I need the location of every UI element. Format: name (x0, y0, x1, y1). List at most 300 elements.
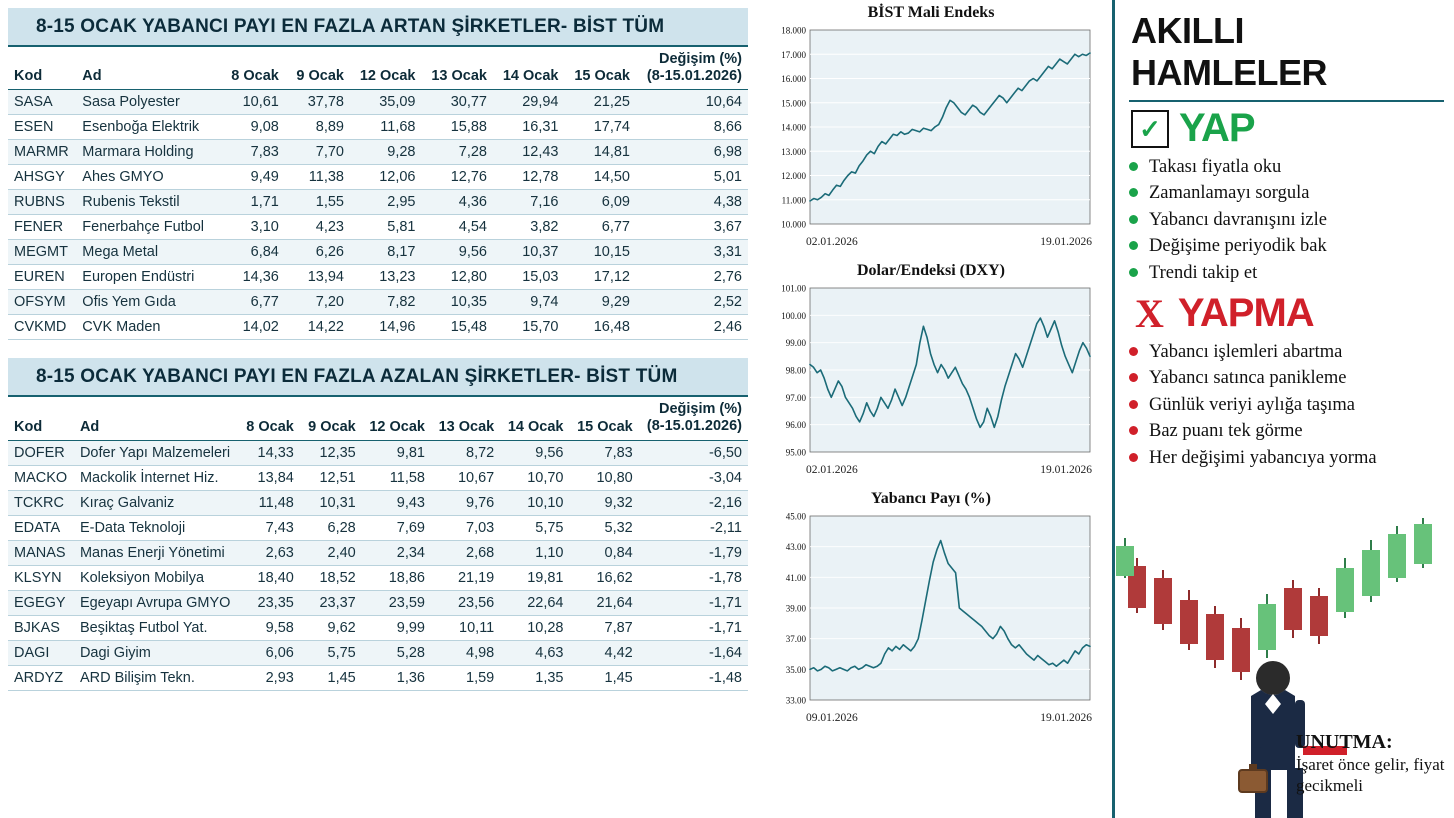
list-item: Değişime periyodik bak (1129, 234, 1444, 258)
th-d2: 9 Ocak (285, 47, 350, 90)
cell-kod: BJKAS (8, 615, 74, 640)
list-item: Yabancı davranışını izle (1129, 208, 1444, 232)
chart-x-axis-labels (766, 710, 1096, 724)
cell-value: 16,48 (565, 315, 637, 340)
cell-value: 13,84 (238, 465, 300, 490)
cell-change: -1,79 (639, 540, 748, 565)
cell-value: 11,58 (362, 465, 431, 490)
chart-x-end: 19.01.2026 (1040, 236, 1092, 248)
cell-value: 13,23 (350, 265, 422, 290)
svg-text:97.00: 97.00 (785, 392, 806, 403)
cell-kod: CVKMD (8, 315, 76, 340)
cell-value: 23,59 (362, 590, 431, 615)
cell-kod: ESEN (8, 115, 76, 140)
cell-value: 30,77 (422, 90, 494, 115)
th-kod: Kod (8, 47, 76, 90)
table-row (8, 240, 748, 265)
cell-value: 15,03 (493, 265, 565, 290)
candle-bodies-red (1128, 566, 1328, 672)
cell-kod: RUBNS (8, 190, 76, 215)
cell-kod: ARDYZ (8, 665, 74, 690)
list-item: Her değişimi yabancıya yorma (1129, 446, 1444, 470)
cell-value: 7,28 (422, 140, 494, 165)
svg-text:33.00: 33.00 (785, 695, 806, 706)
cell-value: 9,76 (431, 490, 500, 515)
svg-text:15.000: 15.000 (781, 98, 806, 109)
cell-value: 9,56 (500, 440, 569, 465)
svg-text:99.00: 99.00 (785, 338, 806, 349)
cell-value: 10,37 (493, 240, 565, 265)
cell-value: 16,62 (570, 565, 639, 590)
cell-value: 14,02 (220, 315, 285, 340)
cell-value: 6,28 (300, 515, 362, 540)
list-item: Takası fiyatla oku (1129, 155, 1444, 179)
table-row (8, 265, 748, 290)
cell-value: 21,19 (431, 565, 500, 590)
chart-dxy (766, 262, 1096, 476)
cell-value: 4,36 (422, 190, 494, 215)
svg-text:96.00: 96.00 (785, 420, 806, 431)
chart-title: Yabancı Payı (%) (871, 490, 991, 507)
cell-ad: Esenboğa Elektrik (76, 115, 219, 140)
chart-svg (766, 282, 1096, 462)
cell-value: 8,72 (431, 440, 500, 465)
cell-value: 10,35 (422, 290, 494, 315)
cell-value: 10,61 (220, 90, 285, 115)
svg-text:13.000: 13.000 (781, 146, 806, 157)
cell-change: 8,66 (636, 115, 748, 140)
table-row (8, 90, 748, 115)
svg-text:35.00: 35.00 (785, 664, 806, 675)
cell-value: 5,32 (570, 515, 639, 540)
table-row (8, 465, 748, 490)
cell-value: 6,77 (565, 215, 637, 240)
cell-value: 1,45 (570, 665, 639, 690)
cell-kod: MEGMT (8, 240, 76, 265)
cell-value: 12,80 (422, 265, 494, 290)
cell-value: 6,26 (285, 240, 350, 265)
cell-value: 9,74 (493, 290, 565, 315)
cell-value: 9,56 (422, 240, 494, 265)
table-row (8, 615, 748, 640)
cell-value: 2,40 (300, 540, 362, 565)
cell-value: 1,36 (362, 665, 431, 690)
cell-kod: MACKO (8, 465, 74, 490)
cell-value: 1,59 (431, 665, 500, 690)
cell-change: 2,76 (636, 265, 748, 290)
do-heading (1131, 106, 1444, 151)
cell-value: 10,70 (500, 465, 569, 490)
cell-kod: EDATA (8, 515, 74, 540)
cell-value: 37,78 (285, 90, 350, 115)
cell-value: 14,50 (565, 165, 637, 190)
cell-change: -1,71 (639, 615, 748, 640)
cell-value: 7,43 (238, 515, 300, 540)
table-row (8, 215, 748, 240)
list-item: Zamanlamayı sorgula (1129, 181, 1444, 205)
cell-value: 2,68 (431, 540, 500, 565)
cell-value: 4,98 (431, 640, 500, 665)
chart-x-start: 02.01.2026 (806, 236, 858, 248)
cell-ad: Dofer Yapı Malzemeleri (74, 440, 238, 465)
cell-value: 18,86 (362, 565, 431, 590)
cell-change: 3,67 (636, 215, 748, 240)
cell-value: 23,56 (431, 590, 500, 615)
table-row (8, 515, 748, 540)
cell-kod: MANAS (8, 540, 74, 565)
th-d5: 14 Ocak (493, 47, 565, 90)
cell-value: 35,09 (350, 90, 422, 115)
cell-value: 12,51 (300, 465, 362, 490)
cell-change: -6,50 (639, 440, 748, 465)
cell-kod: AHSGY (8, 165, 76, 190)
svg-text:37.00: 37.00 (785, 634, 806, 645)
list-item: Günlük veriyi aylığa taşıma (1129, 393, 1444, 417)
th-d3: 12 Ocak (362, 397, 431, 440)
cell-value: 11,68 (350, 115, 422, 140)
cell-change: 5,01 (636, 165, 748, 190)
th-ad: Ad (74, 397, 238, 440)
cell-value: 1,45 (300, 665, 362, 690)
cell-value: 15,88 (422, 115, 494, 140)
cell-change: -2,16 (639, 490, 748, 515)
cell-change: 6,98 (636, 140, 748, 165)
table-row (8, 315, 748, 340)
cell-value: 12,06 (350, 165, 422, 190)
svg-text:10.000: 10.000 (781, 219, 806, 230)
svg-text:43.00: 43.00 (785, 542, 806, 553)
cell-value: 14,96 (350, 315, 422, 340)
note-body: İşaret önce gelir, fiyat gecikmeli (1296, 754, 1445, 795)
cell-value: 21,25 (565, 90, 637, 115)
cell-value: 4,54 (422, 215, 494, 240)
cell-value: 11,38 (285, 165, 350, 190)
chart-x-start: 09.01.2026 (806, 712, 858, 724)
cell-value: 2,34 (362, 540, 431, 565)
th-kod: Kod (8, 397, 74, 440)
cell-change: -3,04 (639, 465, 748, 490)
right-panel (1112, 0, 1454, 818)
cell-value: 10,67 (431, 465, 500, 490)
table-row (8, 590, 748, 615)
th-change (639, 397, 748, 440)
table-row (8, 290, 748, 315)
cell-ad: Europen Endüstri (76, 265, 219, 290)
cell-value: 1,55 (285, 190, 350, 215)
cell-value: 9,81 (362, 440, 431, 465)
th-d1: 8 Ocak (238, 397, 300, 440)
cell-value: 12,78 (493, 165, 565, 190)
cell-value: 23,35 (238, 590, 300, 615)
cell-value: 8,89 (285, 115, 350, 140)
chart-svg (766, 24, 1096, 234)
cell-ad: Fenerbahçe Futbol (76, 215, 219, 240)
svg-text:16.000: 16.000 (781, 74, 806, 84)
table-row (8, 165, 748, 190)
cell-value: 4,63 (500, 640, 569, 665)
table-row (8, 540, 748, 565)
cell-value: 6,06 (238, 640, 300, 665)
cell-ad: Marmara Holding (76, 140, 219, 165)
cell-value: 7,16 (493, 190, 565, 215)
chart-plot-area (766, 282, 1096, 462)
cell-value: 10,11 (431, 615, 500, 640)
dont-list (1129, 340, 1444, 470)
cell-value: 2,95 (350, 190, 422, 215)
cell-ad: Dagi Giyim (74, 640, 238, 665)
cell-value: 9,99 (362, 615, 431, 640)
charts-column (766, 4, 1096, 738)
cell-value: 1,71 (220, 190, 285, 215)
cell-value: 0,84 (570, 540, 639, 565)
cell-value: 14,36 (220, 265, 285, 290)
cell-value: 10,10 (500, 490, 569, 515)
table-row (8, 490, 748, 515)
svg-text:101.00: 101.00 (781, 283, 806, 294)
table-gainers-body (8, 90, 748, 340)
table-header-row (8, 397, 748, 440)
th-d2: 9 Ocak (300, 397, 362, 440)
table-row (8, 440, 748, 465)
svg-text:12.000: 12.000 (781, 171, 806, 181)
table-gainers-title: 8-15 OCAK YABANCI PAYI EN FAZLA ARTAN ŞİRKETLER- BİST TÜM (8, 8, 748, 47)
cell-ad: Koleksiyon Mobilya (74, 565, 238, 590)
do-list (1129, 155, 1444, 285)
cell-value: 10,31 (300, 490, 362, 515)
svg-text:17.000: 17.000 (781, 49, 806, 60)
cell-ad: Ofis Yem Gıda (76, 290, 219, 315)
cell-value: 6,84 (220, 240, 285, 265)
cell-value: 16,31 (493, 115, 565, 140)
cell-value: 9,29 (565, 290, 637, 315)
cell-change: -1,48 (639, 665, 748, 690)
cell-value: 4,42 (570, 640, 639, 665)
cell-value: 12,35 (300, 440, 362, 465)
cell-ad: ARD Bilişim Tekn. (74, 665, 238, 690)
cell-value: 3,10 (220, 215, 285, 240)
cell-value: 29,94 (493, 90, 565, 115)
th-change-line1: Değişim (%) (659, 401, 742, 418)
cell-value: 15,48 (422, 315, 494, 340)
table-row (8, 640, 748, 665)
cell-ad: Mackolik İnternet Hiz. (74, 465, 238, 490)
cell-kod: DAGI (8, 640, 74, 665)
table-header-row (8, 47, 748, 90)
dont-heading (1131, 291, 1444, 336)
tables-column (8, 8, 748, 691)
cell-ad: Egeyapı Avrupa GMYO (74, 590, 238, 615)
table-row (8, 115, 748, 140)
svg-text:98.00: 98.00 (785, 365, 806, 376)
th-change (636, 47, 748, 90)
cell-value: 5,75 (300, 640, 362, 665)
cell-value: 17,12 (565, 265, 637, 290)
cell-ad: E-Data Teknoloji (74, 515, 238, 540)
cell-value: 23,37 (300, 590, 362, 615)
cell-value: 10,80 (570, 465, 639, 490)
th-d4: 13 Ocak (422, 47, 494, 90)
th-change-line2: (8-15.01.2026) (646, 418, 742, 435)
svg-text:14.000: 14.000 (781, 122, 806, 133)
briefcase-icon (1239, 770, 1267, 792)
cell-change: -1,78 (639, 565, 748, 590)
cell-kod: DOFER (8, 440, 74, 465)
cell-value: 2,93 (238, 665, 300, 690)
table-row (8, 140, 748, 165)
th-d4: 13 Ocak (431, 397, 500, 440)
note-block (1296, 731, 1446, 797)
cell-value: 7,69 (362, 515, 431, 540)
list-item: Yabancı satınca panikleme (1129, 366, 1444, 390)
cell-value: 9,32 (570, 490, 639, 515)
cell-ad: Rubenis Tekstil (76, 190, 219, 215)
cell-value: 7,83 (570, 440, 639, 465)
cell-kod: OFSYM (8, 290, 76, 315)
cell-value: 5,75 (500, 515, 569, 540)
svg-text:100.00: 100.00 (781, 310, 806, 321)
chart-yabanci-payi (766, 490, 1096, 724)
cell-change: -2,11 (639, 515, 748, 540)
cell-kod: KLSYN (8, 565, 74, 590)
cell-change: -1,64 (639, 640, 748, 665)
chart-x-start: 02.01.2026 (806, 464, 858, 476)
th-d1: 8 Ocak (220, 47, 285, 90)
cell-kod: MARMR (8, 140, 76, 165)
cell-value: 6,09 (565, 190, 637, 215)
cell-value: 18,52 (300, 565, 362, 590)
table-losers-grid (8, 397, 748, 690)
cell-value: 9,49 (220, 165, 285, 190)
cell-value: 6,77 (220, 290, 285, 315)
svg-text:18.000: 18.000 (781, 25, 806, 36)
cell-value: 19,81 (500, 565, 569, 590)
cell-value: 7,20 (285, 290, 350, 315)
cell-ad: Kıraç Galvaniz (74, 490, 238, 515)
cell-change: 3,31 (636, 240, 748, 265)
cell-value: 15,70 (493, 315, 565, 340)
cell-value: 8,17 (350, 240, 422, 265)
cell-value: 7,03 (431, 515, 500, 540)
note-heading: UNUTMA: (1296, 730, 1393, 753)
table-losers (8, 358, 748, 690)
cell-kod: EGEGY (8, 590, 74, 615)
cell-value: 2,63 (238, 540, 300, 565)
chart-x-axis-labels (766, 234, 1096, 248)
table-losers-body (8, 440, 748, 690)
th-d6: 15 Ocak (570, 397, 639, 440)
cell-value: 9,62 (300, 615, 362, 640)
cell-value: 13,94 (285, 265, 350, 290)
cell-change: -1,71 (639, 590, 748, 615)
chart-x-end: 19.01.2026 (1040, 712, 1092, 724)
divider (1129, 100, 1444, 102)
cell-value: 9,28 (350, 140, 422, 165)
list-item: Yabancı işlemleri abartma (1129, 340, 1444, 364)
table-gainers (8, 8, 748, 340)
chart-svg (766, 510, 1096, 710)
cell-value: 9,58 (238, 615, 300, 640)
cell-value: 12,76 (422, 165, 494, 190)
cell-value: 14,81 (565, 140, 637, 165)
cell-value: 10,15 (565, 240, 637, 265)
list-item: Trendi takip et (1129, 261, 1444, 285)
cell-value: 5,81 (350, 215, 422, 240)
th-d5: 14 Ocak (500, 397, 569, 440)
cell-ad: Ahes GMYO (76, 165, 219, 190)
dont-label: YAPMA (1177, 291, 1314, 336)
cell-change: 10,64 (636, 90, 748, 115)
cell-value: 4,23 (285, 215, 350, 240)
svg-text:41.00: 41.00 (785, 572, 806, 583)
chart-plot-area (766, 24, 1096, 234)
chart-bist-mali-endeks (766, 4, 1096, 248)
th-d6: 15 Ocak (565, 47, 637, 90)
cell-value: 12,43 (493, 140, 565, 165)
cell-ad: Beşiktaş Futbol Yat. (74, 615, 238, 640)
cell-change: 4,38 (636, 190, 748, 215)
chart-plot-area (766, 510, 1096, 710)
cell-value: 11,48 (238, 490, 300, 515)
chart-title: BİST Mali Endeks (867, 4, 995, 21)
th-ad: Ad (76, 47, 219, 90)
cell-kod: SASA (8, 90, 76, 115)
cell-value: 3,82 (493, 215, 565, 240)
cell-ad: Sasa Polyester (76, 90, 219, 115)
cell-value: 9,08 (220, 115, 285, 140)
cell-ad: Manas Enerji Yönetimi (74, 540, 238, 565)
cell-value: 5,28 (362, 640, 431, 665)
cell-value: 14,33 (238, 440, 300, 465)
table-row (8, 190, 748, 215)
cell-value: 7,82 (350, 290, 422, 315)
cell-value: 7,70 (285, 140, 350, 165)
cell-kod: TCKRC (8, 490, 74, 515)
chart-x-end: 19.01.2026 (1040, 464, 1092, 476)
th-change-line1: Değişim (%) (659, 51, 742, 67)
table-losers-title: 8-15 OCAK YABANCI PAYI EN FAZLA AZALAN ŞİRKETLER- BİST TÜM (8, 358, 748, 397)
cell-value: 21,64 (570, 590, 639, 615)
do-label: YAP (1179, 106, 1255, 150)
cell-change: 2,46 (636, 315, 748, 340)
list-item: Baz puanı tek görme (1129, 419, 1444, 443)
cell-value: 17,74 (565, 115, 637, 140)
cell-value: 10,28 (500, 615, 569, 640)
chart-title: Dolar/Endeksi (DXY) (856, 262, 1005, 279)
cell-value: 22,64 (500, 590, 569, 615)
table-row (8, 565, 748, 590)
cell-value: 1,35 (500, 665, 569, 690)
cell-value: 14,22 (285, 315, 350, 340)
cell-ad: CVK Maden (76, 315, 219, 340)
th-change-line2: (8-15.01.2026) (646, 67, 742, 84)
cell-kod: FENER (8, 215, 76, 240)
table-row (8, 665, 748, 690)
cell-value: 7,83 (220, 140, 285, 165)
svg-text:95.00: 95.00 (785, 447, 806, 458)
chart-x-axis-labels (766, 462, 1096, 476)
table-gainers-grid (8, 47, 748, 340)
svg-text:11.000: 11.000 (781, 195, 806, 206)
cell-kod: EUREN (8, 265, 76, 290)
x-icon: X (1135, 290, 1164, 336)
th-d3: 12 Ocak (350, 47, 422, 90)
cell-value: 18,40 (238, 565, 300, 590)
right-panel-title: AKILLI HAMLELER (1131, 10, 1327, 93)
cell-ad: Mega Metal (76, 240, 219, 265)
svg-text:39.00: 39.00 (785, 603, 806, 614)
cell-value: 9,43 (362, 490, 431, 515)
cell-value: 7,87 (570, 615, 639, 640)
